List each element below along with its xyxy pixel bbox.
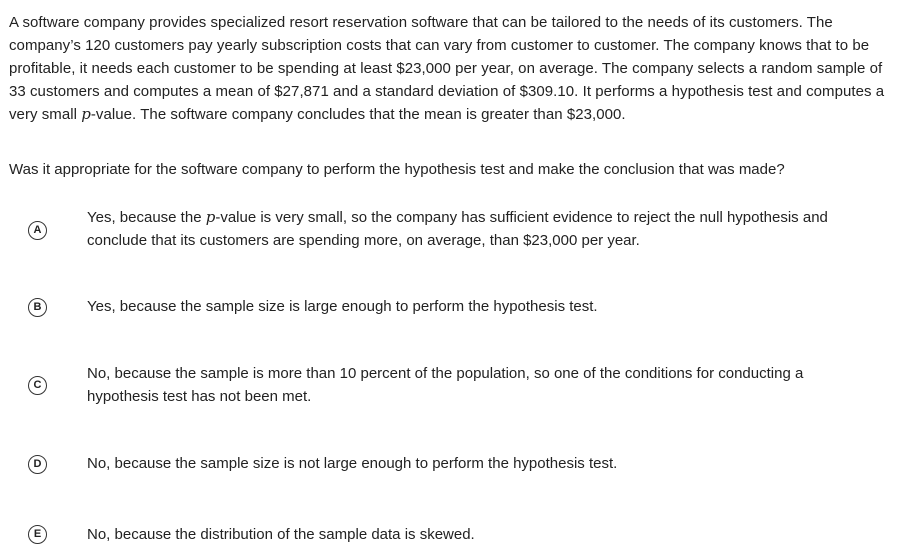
p-variable: p: [205, 208, 216, 226]
choice-a-text[interactable]: [87, 206, 877, 252]
stem-text-part2: -value. The software company concludes that the mean is greater than $23,000.: [90, 106, 626, 123]
choice-c-letter-badge[interactable]: C: [28, 376, 47, 395]
choice-a-text-pre: Yes, because the: [87, 209, 206, 226]
stem-text-part1: A software company provides specialized resort reservation software that can be tailored to the needs of its customers. The company’s 120 customers pay yearly subscription costs that can vary from customer to customer. The company knows that to be profitable, it needs each customer to be spending at least $23,000 per year, on average. The company selects a random sample of 33 customers and computes a mean of $27,871 and a standard deviation of $309.10. It performs a hypothesis test and computes a very small: [9, 14, 885, 123]
question-prompt: Was it appropriate for the software company to perform the hypothesis test and make the conclusion that was made?: [9, 161, 785, 178]
choice-b-text[interactable]: Yes, because the sample size is large enough to perform the hypothesis test.: [87, 298, 598, 315]
choice-d-letter-badge[interactable]: D: [28, 455, 47, 474]
choice-e-text[interactable]: No, because the distribution of the sample data is skewed.: [87, 526, 475, 543]
p-variable: p: [81, 105, 91, 123]
choice-a-letter-badge[interactable]: A: [28, 221, 47, 240]
choice-b-letter-badge[interactable]: B: [28, 298, 47, 317]
choice-d-text[interactable]: No, because the sample size is not large enough to perform the hypothesis test.: [87, 455, 618, 472]
choice-a-text-post: -value is very small, so the company has sufficient evidence to reject the null hypothesis and conclude that its customers are spending more, on average, than $23,000 per year.: [87, 209, 828, 249]
question-stem: [9, 11, 891, 126]
choice-e-letter-badge[interactable]: E: [28, 525, 47, 544]
choice-c-text[interactable]: No, because the sample is more than 10 percent of the population, so one of the conditions for conducting a hypothesis test has not been met.: [87, 365, 804, 405]
